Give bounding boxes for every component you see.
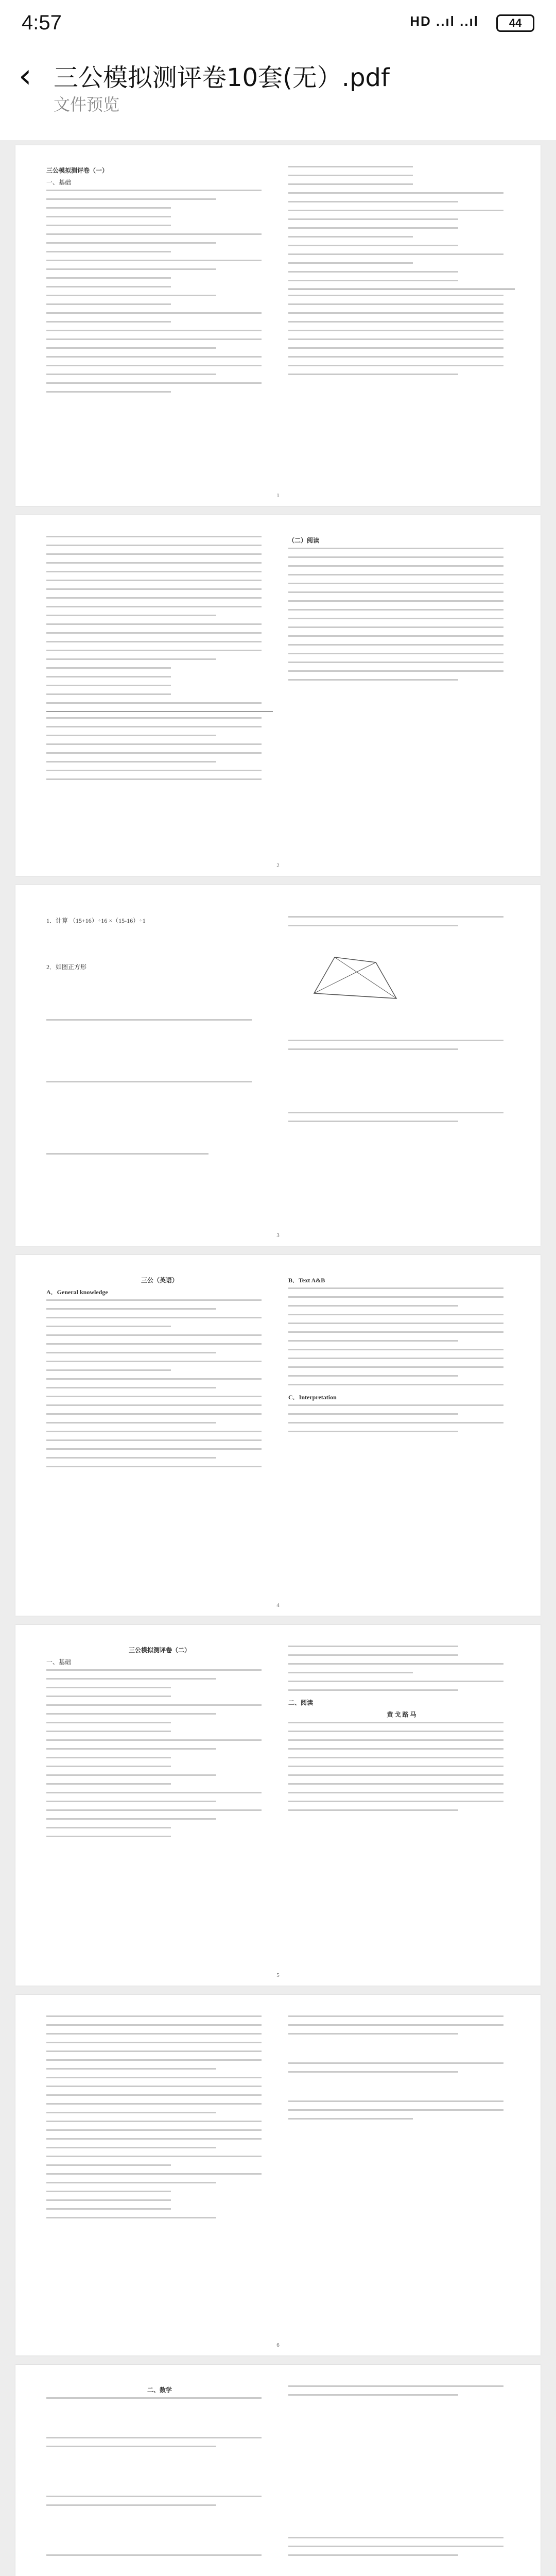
chevron-left-icon[interactable]: ‹ [19, 57, 32, 95]
section-title: （二）阅读 [288, 537, 320, 544]
page-6-left-column [46, 2015, 273, 2226]
interpretation-title: C．Interpretation [288, 1394, 337, 1401]
math-question-1: 1．计算 （15+16）÷16 ×（15-16）÷1 [46, 917, 146, 924]
pdf-page-6[interactable] [15, 1995, 541, 2355]
pdf-page-3[interactable] [15, 885, 541, 1246]
page-heading: 三公模拟测评卷（一） [46, 167, 109, 174]
story-title: 黄 戈 路 马 [387, 1711, 416, 1718]
page-number: 6 [276, 2342, 280, 2348]
pdf-page-5[interactable] [15, 1625, 541, 1986]
section-b-title: B．Text A&B [288, 1277, 325, 1284]
page-1-right-column [288, 166, 515, 382]
page-5-right-column [288, 1646, 515, 1818]
page-2-right-column [288, 536, 515, 688]
reading-title: 二、阅读 [288, 1699, 314, 1706]
page-7-left-column [46, 2385, 273, 2576]
page-number: 3 [276, 1232, 280, 1239]
page-6-right-column [288, 2015, 515, 2127]
document-title: 三公模拟测评卷10套(无）.pdf [54, 63, 390, 92]
section-a-title: A．General knowledge [46, 1289, 108, 1296]
document-subtitle: 文件预览 [54, 95, 120, 114]
pdf-page-2[interactable] [15, 515, 541, 876]
page-7-right-column [288, 2385, 515, 2563]
status-time: 4:57 [22, 11, 62, 34]
section-title: 一、基础 [46, 179, 72, 186]
page-heading: 三公模拟测评卷（二） [128, 1647, 190, 1654]
page-1-left-column [46, 166, 273, 400]
page-number: 1 [276, 493, 280, 499]
status-bar [0, 0, 556, 37]
pdf-page-7[interactable] [15, 2365, 541, 2576]
page-heading: 二、数学 [147, 2386, 172, 2394]
page-4-right-column [288, 1276, 515, 1439]
page-heading: 三公（英语） [141, 1277, 178, 1284]
page-number: 5 [276, 1972, 280, 1978]
page-5-left-column [46, 1646, 273, 1844]
section-title: 一、基础 [46, 1658, 72, 1666]
page-2-left-column [46, 536, 273, 787]
signal-icon: HD ..ıl ..ıl [410, 13, 479, 29]
page-number: 4 [276, 1602, 280, 1608]
pdf-page-4[interactable] [15, 1255, 541, 1616]
page-number: 2 [276, 862, 280, 869]
page-4-left-column [46, 1276, 273, 1475]
app-header [0, 37, 556, 140]
math-question-2: 2．如图正方形 [46, 963, 87, 971]
pdf-page-1[interactable] [15, 145, 541, 506]
battery-icon: 44 [496, 14, 534, 32]
geometry-figure [304, 947, 407, 1009]
